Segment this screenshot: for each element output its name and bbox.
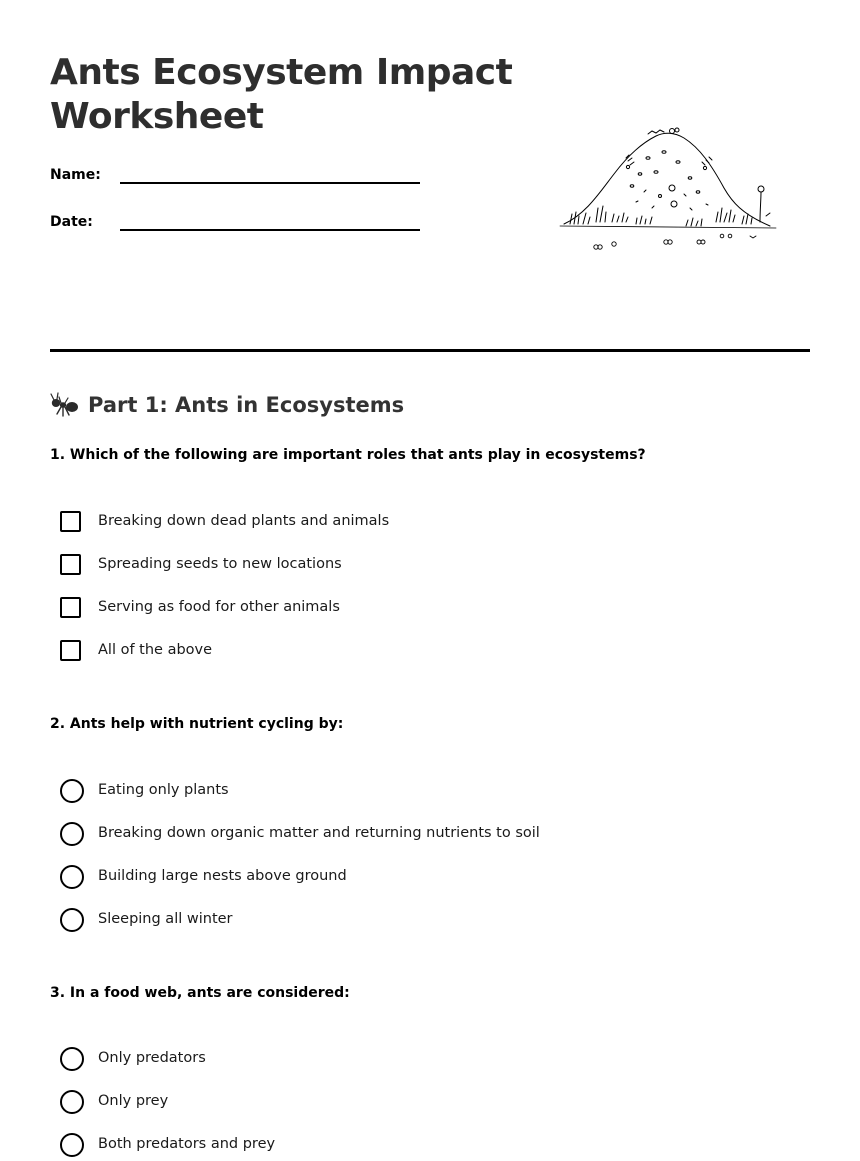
q1-option-2-checkbox[interactable] (60, 554, 81, 575)
q1-option-4-label: All of the above (98, 642, 213, 658)
q2-option-1-label: Eating only plants (98, 782, 229, 798)
q3-option-3[interactable] (60, 1133, 760, 1159)
q2-option-3-radio[interactable] (60, 865, 84, 889)
q2-option-4[interactable] (60, 908, 760, 934)
name-field-row (50, 166, 430, 196)
anthill-illustration (556, 122, 780, 258)
q2-option-2[interactable] (60, 822, 760, 848)
q3-option-2[interactable] (60, 1090, 760, 1116)
q1-option-3-label: Serving as food for other animals (98, 599, 340, 615)
q1-option-2[interactable] (60, 553, 760, 579)
q2-option-2-label: Breaking down organic matter and returning nutrients to soil (98, 825, 540, 841)
q3-option-3-radio[interactable] (60, 1133, 84, 1157)
q3-option-2-radio[interactable] (60, 1090, 84, 1114)
header-divider (50, 349, 810, 352)
part1-title: Part 1: Ants in Ecosystems (88, 393, 405, 417)
part1-heading (50, 390, 404, 420)
q3-option-2-label: Only prey (98, 1093, 169, 1109)
q2-option-1-radio[interactable] (60, 779, 84, 803)
q3-option-1[interactable] (60, 1047, 760, 1073)
q1-option-3-checkbox[interactable] (60, 597, 81, 618)
question-2-prompt: 2. Ants help with nutrient cycling by: (50, 716, 344, 732)
question-3-prompt: 3. In a food web, ants are considered: (50, 985, 350, 1001)
q1-option-4-checkbox[interactable] (60, 640, 81, 661)
q2-option-3-label: Building large nests above ground (98, 868, 347, 884)
q1-option-1-checkbox[interactable] (60, 511, 81, 532)
ant-icon (50, 392, 80, 418)
question-1-prompt: 1. Which of the following are important roles that ants play in ecosystems? (50, 447, 646, 463)
q2-option-1[interactable] (60, 779, 760, 805)
q1-option-3[interactable] (60, 596, 760, 622)
q2-option-4-label: Sleeping all winter (98, 911, 233, 927)
q1-option-4[interactable] (60, 639, 760, 665)
date-answer-line[interactable] (120, 229, 420, 231)
q2-option-3[interactable] (60, 865, 760, 891)
q3-option-1-label: Only predators (98, 1050, 206, 1066)
q1-option-1-label: Breaking down dead plants and animals (98, 513, 390, 529)
name-label: Name: (50, 167, 101, 183)
q2-option-4-radio[interactable] (60, 908, 84, 932)
q3-option-3-label: Both predators and prey (98, 1136, 276, 1152)
q3-option-1-radio[interactable] (60, 1047, 84, 1071)
worksheet-title: Ants Ecosystem Impact Worksheet (50, 52, 513, 137)
date-label: Date: (50, 214, 93, 230)
name-answer-line[interactable] (120, 182, 420, 184)
q2-option-2-radio[interactable] (60, 822, 84, 846)
q1-option-1[interactable] (60, 510, 760, 536)
date-field-row (50, 213, 430, 243)
q1-option-2-label: Spreading seeds to new locations (98, 556, 342, 572)
